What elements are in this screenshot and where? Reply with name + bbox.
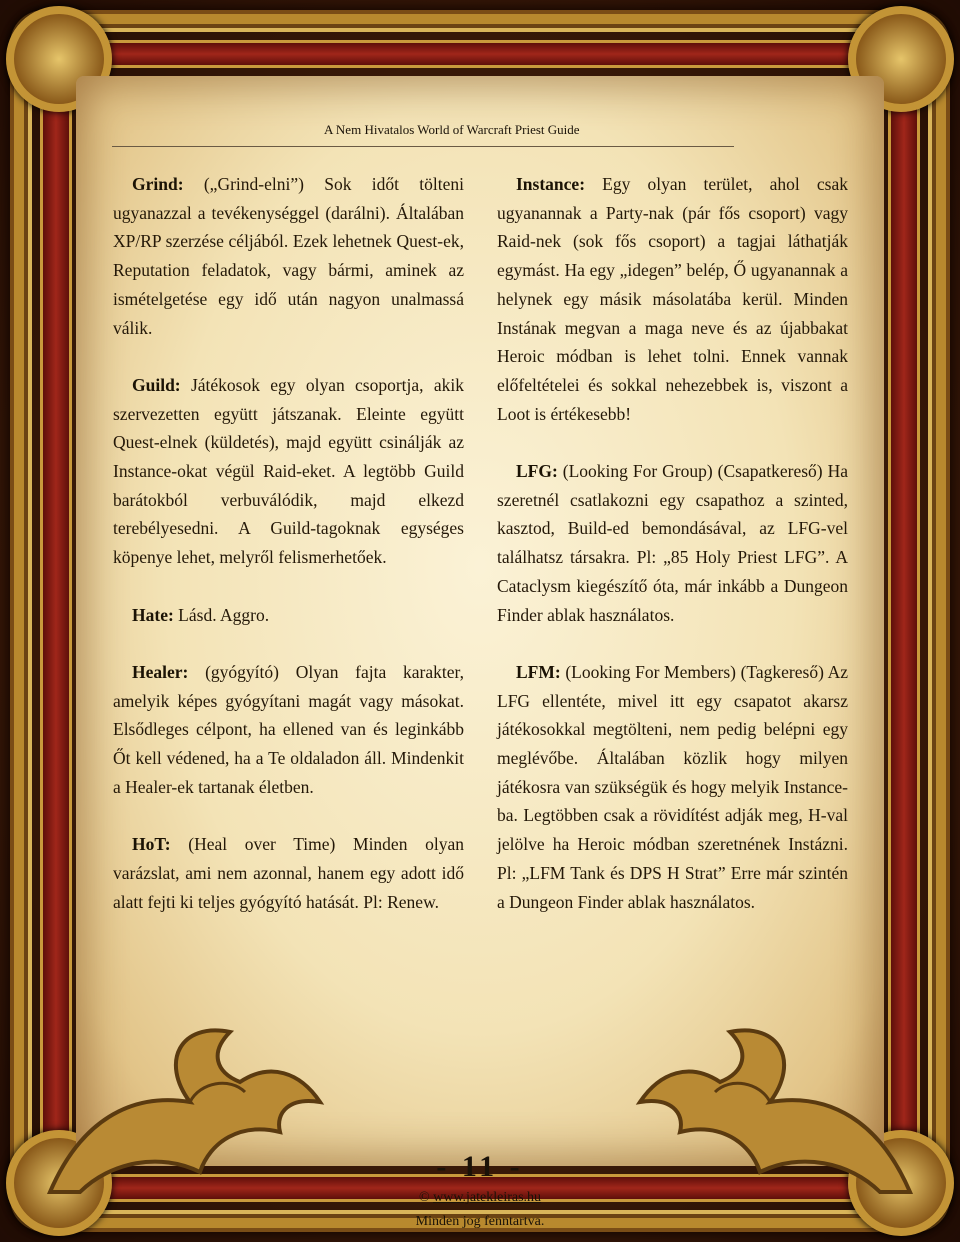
glossary-entry bbox=[113, 658, 464, 802]
glossary-definition: Játékosok egy olyan csoportja, akik szervezetten együtt játszanak. Eleinte együtt Quest-elnek (küldetés), majd együtt csinálják az Instance-okat végül Raid-eket. A legtöbb Guild barátokból verbuválódik, majd elkezd terebélyesedni. A Guild-tagoknak egységes köpenye lehet, melyről felismerhetőek. bbox=[113, 374, 464, 568]
header-divider bbox=[112, 146, 734, 147]
left-column bbox=[113, 170, 464, 945]
glossary-term: LFG: bbox=[516, 461, 558, 482]
glossary-term: Grind: bbox=[132, 174, 184, 194]
glossary-term: Instance: bbox=[516, 174, 586, 194]
right-column bbox=[497, 170, 848, 945]
glossary-term: Guild: bbox=[132, 374, 181, 395]
page-header: A Nem Hivatalos World of Warcraft Priest Guide bbox=[324, 122, 580, 137]
glossary-definition: („Grind-elni”) Sok időt tölteni ugyanazzal a tevékenységgel (darálni). Általában XP/RP szerzése céljából. Ezek lehetnek Quest-ek, Reputation feladatok, vagy bármi, aminek az ismételgetése egy idő után nagyon unalmassá válik. bbox=[113, 174, 464, 338]
glossary-term: LFM: bbox=[516, 661, 561, 682]
glossary-entry bbox=[497, 457, 848, 629]
glossary-definition: (gyógyító) Olyan fajta karakter, amelyik képes gyógyítani magát vagy másokat. Elsődleges célpont, ha ellened van és leginkább Őt kell védened, ha a Te oldaladon áll. Mindenkit a Healer-ek tartanak életben. bbox=[113, 661, 464, 797]
glossary-definition: (Looking For Members) (Tagkereső) Az LFG ellentéte, mivel itt egy csapatot akarsz játékosokkal megtölteni, nem pedig belépni egy meglévőbe. Általában közlik hogy milyen játékosra van szükségük és hogy melyik Instance-ba. Legtöbben csak a rövidítést adják meg, H-val jelölve ha Heroic módban szeretnének Instázni. Pl: „LFM Tank és DPS H Strat” Erre már szintén a Dungeon Finder ablak használatos. bbox=[497, 661, 848, 912]
red-border-top bbox=[70, 40, 890, 68]
glossary-entry bbox=[113, 170, 464, 342]
footer-rights: Minden jog fenntartva. bbox=[415, 1214, 545, 1229]
glossary-entry bbox=[497, 170, 848, 428]
glossary-entry bbox=[113, 371, 464, 572]
glossary-definition: (Looking For Group) (Csapatkereső) Ha szeretnél csatlakozni egy csapathoz a szinted, kasztod, Build-ed bemondásával, az LFG-vel találhatsz társakra. Pl: „85 Holy Priest LFG”. A Cataclysm kiegészítő óta, már inkább a Dungeon Finder ablak használatos. bbox=[497, 461, 848, 625]
glossary-entry bbox=[497, 658, 848, 916]
page-number: - 11 - bbox=[436, 1150, 524, 1183]
glossary-term: HoT: bbox=[132, 834, 171, 855]
glossary-entry bbox=[113, 601, 464, 630]
glossary-entry bbox=[113, 830, 464, 916]
glossary-definition: Lásd. Aggro. bbox=[173, 604, 270, 625]
website-link[interactable]: www.jatekleiras.hu bbox=[433, 1190, 542, 1205]
footer-copyright bbox=[0, 1190, 960, 1206]
copyright-symbol: © bbox=[418, 1190, 430, 1205]
glossary-term: Healer: bbox=[132, 661, 189, 682]
glossary-term: Hate: bbox=[132, 604, 174, 625]
glossary-definition: (Heal over Time) Minden olyan varázslat, ami nem azonnal, hanem egy adott idő alatt fejti ki teljes gyógyító hatását. Pl: Renew. bbox=[113, 834, 464, 912]
glossary-definition: Egy olyan terület, ahol csak ugyanannak a Party-nak (pár fős csoport) vagy Raid-nek (sok fős csoport) a tagjai láthatják egymást. Ha egy „idegen” belép, Ő ugyanannak a helynek egy másik másolatába kerül. Minden Instának megvan a maga neve és az újabbakat Heroic módban is lehet tolni. Ennek vannak előfeltételei és sokkal nehezebbek is, viszont a Loot is értékesebb! bbox=[497, 174, 848, 424]
